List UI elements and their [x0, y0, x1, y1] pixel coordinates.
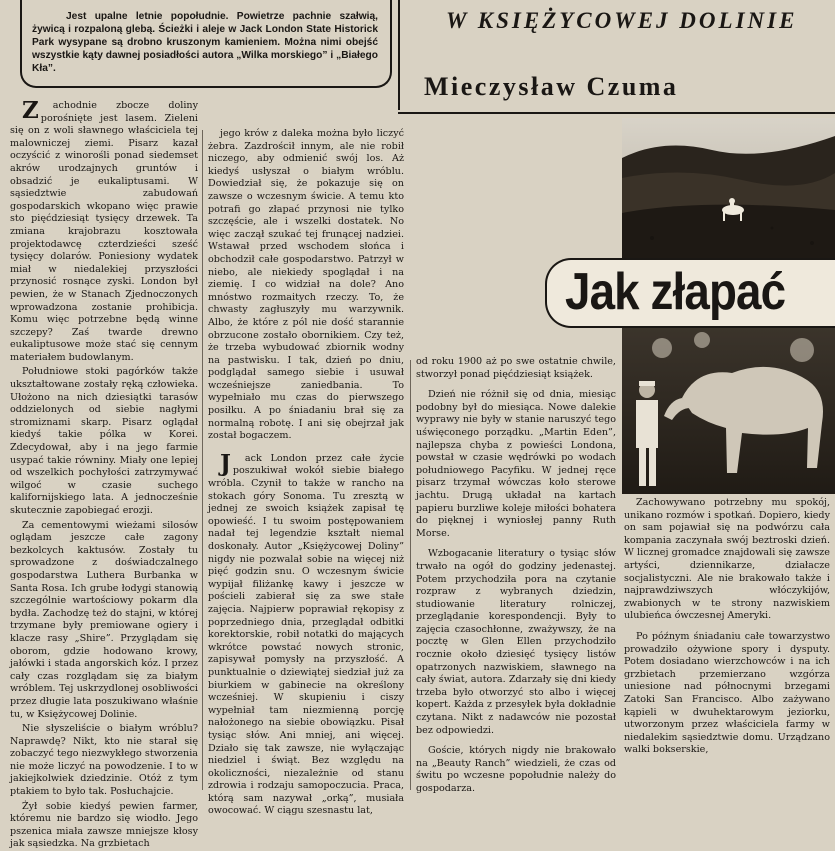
headline-box: [545, 258, 835, 328]
series-title: W KSIĘŻYCOWEJ DOLINIE: [446, 8, 798, 33]
paragraph: Zachodnie zbocze doliny porośnięte jest lasem. Zieleni się on z woli sławnego właściciela tej malowniczej ziemi. Pisarz kazał oczyścić z winorośli ponad siedemset akrów urodzajnych gruntów i obsadzić je eukaliptusami. W sąsiedztwie zabudowań gospodarskich wkopano więc prawie sto pięćdziesiąt tysięcy drzewek. Ta zmiana krajobrazu kosztowała projektodawcę czterdzieści sześć tysięcy dolarów. Poniesiony wydatek miał w niedalekiej przyszłości przynosić rosnące zyski. London był pewien, że w Stanach Zjednoczonych wprowadzona zostanie prohibicja. Komu więc potrzebne będą winne szczepy? Zaś twarde drewno eukaliptusowe może stać się cennym materiałem budowlanym.: [10, 97, 198, 363]
paragraph: jego krów z daleka można było liczyć żebra. Zazdrościł innym, ale nie robił niczego, aby odmienić swój los. Aż kiedyś usłyszał o białym wróblu. Dowiedział się, że pokazuje się on zawsze o wczesnym świcie. A temu kto potrafi go złapać przynosi nie tylko szczęście, ale i wszelki dostatek. No więc zaczął szukać tej frunącej nadziei. Wstawał przed wschodem słońca i obchodził całe gospodarstwo. Patrzył w niebo, ale niekiedy spoglądał i na ziemię. I co widział na dole? Ano mnóstwo rozmaitych rzeczy. To, że chwasty zagłuszyły mu warzywnik. Albo, że które z pól nie dość starannie obrzucone zostało obornikiem. Czy też, że trzeba wybudować zbiornik wodny na pastwisku. I tak, dzień po dniu, podglądał samego siebie i usuwał wcześniejsze zaniedbania. To wypełniało mu czas do pierwszego posiłku. A po śniadaniu brał się za normalną robotę. I ani się obejrzał jak został bogaczem.: [208, 128, 404, 442]
column-divider: [410, 360, 411, 790]
paragraph: Wzbogacanie literatury o tysiąc słów trwało na ogół do godziny jedenastej. Potem przychodziła pora na czytanie rozpraw z wybranych dziedzin, studiowanie literatury rolniczej, przeglądanie korespondencji. Były to zajęcia czasochłonne, zważywszy, że na pocztę w Glen Ellen przychodziło rocznie około dziesięć tysięcy listów opatrzonych nazwiskiem, sławnego na cały świat, autora. Zdarzały się dni kiedy trzeba było otworzyć sto albo i więcej kopert. Każda z przesyłek była dokładnie czytana. Nikt z nadawców nie pozostał bez odpowiedzi.: [416, 548, 616, 736]
paragraph: Nie słyszeliście o białym wróblu? Naprawdę? Nikt, kto nie starał się zobaczyć tego niezwykłego stworzenia nie może liczyć na powodzenie. I to w jakiejkolwiek dziedzinie. Otóż z tym ptakiem to było tak. Posłuchajcie.: [10, 723, 198, 798]
article-column-3: [416, 356, 616, 800]
article-column-2: [208, 128, 404, 817]
paragraph: Zachowywano potrzebny mu spokój, unikano rozmów i spotkań. Dopiero, kiedy on sam pojawiał się na podwórzu cała kompania zaczynała swój beztroski dzień. W licznej gromadce znajdowali się zawsze artyści, dziennikarze, działacze socjalistyczni. Ale nie brakowało także i najprawdziwszych włóczykijów, zwabionych w te strony nazwiskiem ulubieńca ówczesnej Ameryki.: [624, 497, 830, 622]
paragraph: Goście, których nigdy nie brakowało na „Beauty Ranch” wiedzieli, że czas od świtu po wczesne popołudnie należy do gospodarza.: [416, 745, 616, 794]
paragraph: Dzień nie różnił się od dnia, miesiąc podobny był do miesiąca. Nowe dalekie wyprawy nie były w stanie naruszyć tego uświęconego porządku. „Martin Eden”, najlepsza chyba z powieści Londona, powstał w czasie wędrówki po wodach południowego Pacyfiku. W jednej ręce pisarz trzymał wówczas koło sterowe jachtu. Drugą układał na kartach papieru burzliwe koleje miłości bohatera do pięknej i wyniosłej panny Ruth Morse.: [416, 389, 616, 539]
author-byline: Mieczysław Czuma: [424, 72, 679, 101]
paragraph: Żył sobie kiedyś pewien farmer, któremu nie bardzo się wiodło. Jego pszenica miała zawsze mniejsze kłosy jak sąsiedzka. Na grzbietach: [10, 800, 198, 850]
paragraph: Po późnym śniadaniu całe towarzystwo prowadziło ożywione spory i dysputy. Potem dosiadano wierzchowców i na ich grzbietach przemierzano wzgórza uniesione nad północnymi brzegami Zatoki San Francisco. Albo zażywano kąpieli w dwuhektarowym jeziorku, utworzonym przez właściciela farmy w niedalekim sąsiedztwie domu. Urządzano walki bokserskie,: [624, 630, 830, 756]
paragraph: Za cementowymi wieżami silosów oglądam jeszcze całe zagony bezkolcych kaktusów. Zostały tu sprowadzone z doświadczalnego gospodarstwa Luthera Burbanka w Santa Rosa. Ich grube łodygi stanowią szczególnie wartościowy pokarm dla bydła. Zachodzę też do stajni, w której trzymane były premiowane ogiery i klacze rasy „Shire”. Przyglądam się oborom, gdzie hodowano krowy, jałówki i stada angorskich kóz. I przez cały czas rozglądam się za białym wróblem. Tej uskrzydlonej osobliwości przez długie lata poszukiwano właśnie tu, w Księżycowej Dolinie.: [10, 519, 198, 720]
lead-box: [20, 0, 392, 88]
paragraph: Południowe stoki pagórków także ukształtowane zostały ręką człowieka. Ułożono na nich dziesiątki tarasów oddzielonych od siebie nagłymi stromiznami skarp. Pisarz oglądał kiedyś takie pólka w Korei. Zdecydował, aby i na jego farmie usypać takie równiny. Miały one lepiej od wszelkich pochyłości zatrzymywać wilgoć w czasie suchego kalifornijskiego lata. A jednocześnie skutecznie zapobiegać erozji.: [10, 366, 198, 516]
header-rule-horizontal: [398, 112, 835, 114]
paragraph: Jack London przez całe życie poszukiwał wokół siebie białego wróbla. Czynił to także w rancho na stokach góry Sonoma. Tu zresztą w jednej ze swoich książek zapisał tę opowieść. I tu swoim postępowaniem nadał tej legendzie kształt niemal doskonały. Autor „Księżycowej Doliny” nigdy nie pozwalał sobie na więcej niż pięć godzin snu. O wczesnym świcie wypijał filiżankę kawy i jeszcze w pościeli zabierał się za swe stałe zajęcia. Najpierw poprawiał rękopisy z poprzedniego dnia, przeglądał odbitki korektorskie, robił notatki do mających wkrótce powstać nowych stronic, zapisywał pomysły na przyszłość. A punktualnie o dziewiątej siedział już za biurkiem w gabinecie na określony wcześniej. W skupieniu i ciszy wypełniał tam niezmienną porcję nałożonego na siebie obowiązku. Pisał tysiąc słów. Ani mniej, ani więcej. Działo się tak zawsze, nie wyłączając niedziel i świąt. Bez względu na okoliczności, niezależnie od stanu zdrowia i rodzaju samopoczucia. Praca, którą sam nazywał „orką”, musiała owocować. W ciągu szesnastu lat,: [208, 449, 404, 817]
article-column-4: [624, 497, 830, 800]
photo-man-with-horse: [622, 328, 835, 494]
headline: Jak złapać: [565, 263, 786, 321]
photo-horse-rider: [622, 118, 835, 260]
article-column-1: [10, 97, 198, 850]
header-rule-vertical: [398, 0, 400, 110]
lead-text: Jest upalne letnie popołudnie. Powietrze pachnie szałwią, żywicą i rozpaloną glebą. Ścieżki i aleje w Jack London State Historick Park wysypane są drobno kruszonym kamieniem. Można nimi obejść wszystkie kąty dawnej posiadłości autora „Wilka morskiego” i „Białego Kła”.: [32, 11, 378, 74]
paragraph: od roku 1900 aż po swe ostatnie chwile, stworzył ponad pięćdziesiąt książek.: [416, 356, 616, 380]
column-divider: [202, 130, 203, 790]
